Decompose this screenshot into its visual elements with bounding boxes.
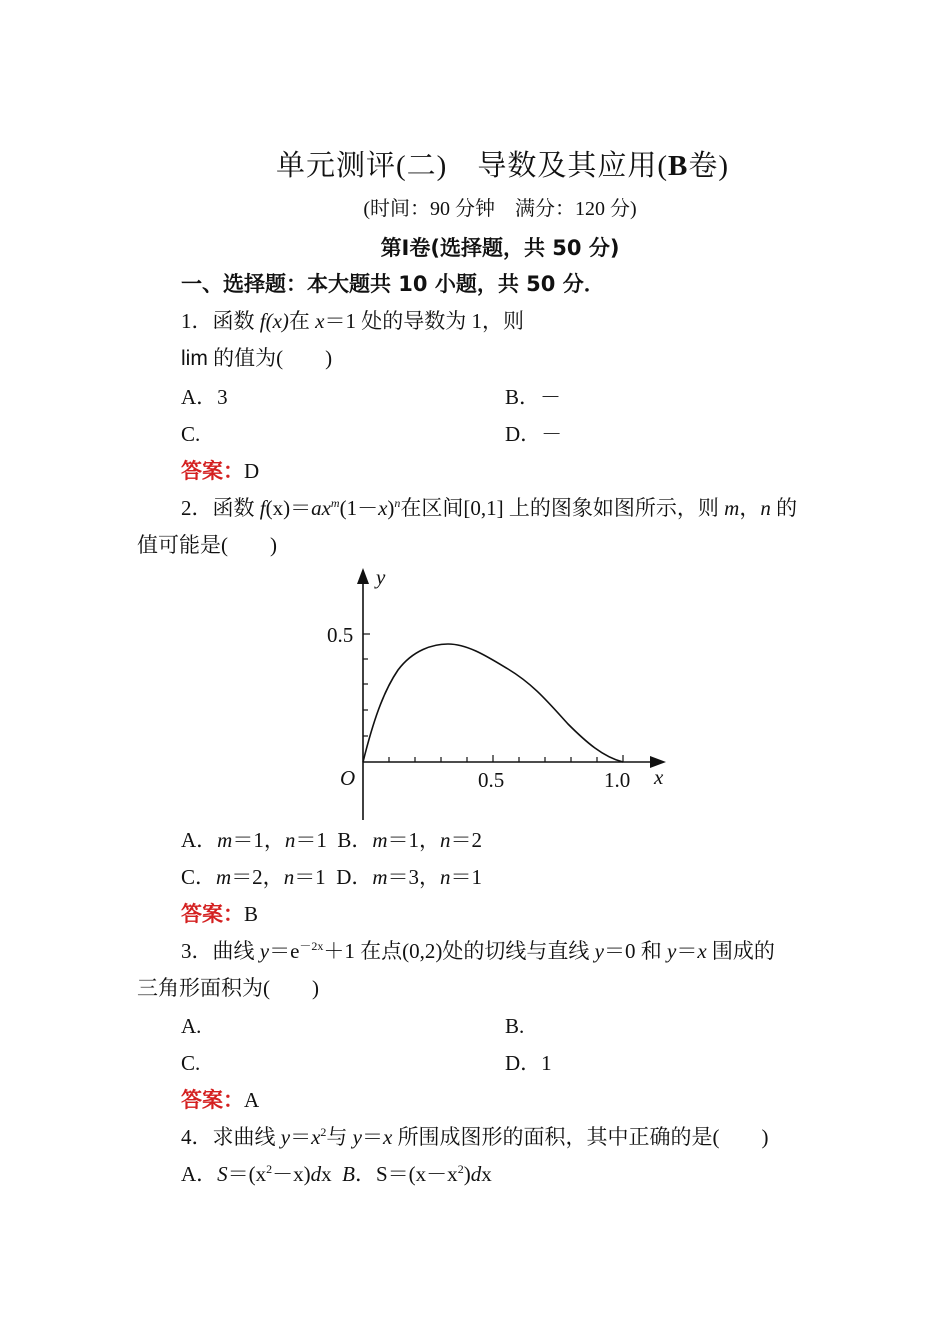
- q2-text: 在区间[0,1] 上的图象如图所示，则: [400, 496, 725, 520]
- q4-stem: [181, 1123, 769, 1151]
- q4-a-square: 2: [266, 1162, 273, 1176]
- q4-options: [181, 1160, 492, 1188]
- title-bold: B: [667, 150, 689, 182]
- q4-eq2: ＝: [361, 1125, 383, 1149]
- x-tick-label-mid: 0.5: [478, 768, 505, 792]
- q2-option-b: B．: [337, 828, 373, 852]
- q4-x: x: [311, 1125, 321, 1149]
- q3-y: y: [259, 939, 270, 963]
- function-curve: [363, 644, 623, 762]
- q3-answer-label: 答案：: [181, 1088, 244, 1112]
- q2-answer-label: 答案：: [181, 902, 244, 926]
- q2-a-n: n: [284, 828, 296, 852]
- q1-var: x: [315, 309, 325, 333]
- q3-text3: ＝: [676, 939, 698, 963]
- q2-comma: ，: [739, 496, 761, 520]
- q4-a-x: x: [321, 1162, 332, 1186]
- q2-n: n: [760, 496, 771, 520]
- q4-b-square: 2: [457, 1162, 464, 1176]
- q3-option-c: C.: [181, 1051, 201, 1075]
- q2-answer-value: B: [244, 902, 259, 926]
- q2-end: 的: [770, 496, 798, 520]
- q4-b-rest: ．S＝(x－x: [355, 1162, 458, 1186]
- q1-num: 1．函数: [181, 309, 260, 333]
- q2-c-v2: ＝1: [294, 865, 326, 889]
- q3-answer: [181, 1086, 259, 1114]
- q1-option-a: A．3: [181, 385, 228, 409]
- q4-a-d: d: [310, 1162, 322, 1186]
- y-ticks: [363, 634, 370, 736]
- q4-option-a: A．: [181, 1162, 218, 1186]
- q2-mid: (1－: [339, 496, 379, 520]
- x-axis-label: x: [654, 765, 664, 789]
- q2-d-v1: ＝3，: [387, 865, 441, 889]
- y-axis-arrow-icon: [357, 568, 369, 584]
- q4-b-d: d: [470, 1162, 482, 1186]
- q2-b-v2: ＝2: [450, 828, 483, 852]
- q3-eq: ＝e: [269, 939, 300, 963]
- q2-func: f: [259, 496, 266, 520]
- q2-d-v2: ＝1: [450, 865, 483, 889]
- q4-num: 4．求曲线: [181, 1125, 281, 1149]
- q2-ax: ax: [311, 496, 331, 520]
- title-text-end: 卷): [688, 150, 729, 182]
- q3-answer-value: A: [244, 1088, 260, 1112]
- q4-text: 所围成图形的面积，其中正确的是( ): [392, 1125, 769, 1149]
- q2-num: 2．函数: [181, 496, 260, 520]
- q1-text: 在: [288, 309, 316, 333]
- title-text: 单元测评(二) 导数及其应用(: [276, 150, 668, 182]
- q3-stem: [181, 937, 775, 965]
- q4-a-eq: ＝(x: [227, 1162, 267, 1186]
- q2-exp-n: n: [394, 496, 401, 510]
- q1-text-end: ＝1 处的导数为 1，则: [324, 309, 524, 333]
- q1-answer: [181, 457, 259, 485]
- q1-answer-label: 答案：: [181, 459, 244, 483]
- q4-y2: y: [352, 1125, 362, 1149]
- origin-label: O: [340, 766, 356, 790]
- q2-stem-line2: 值可能是( ): [137, 533, 277, 557]
- q4-b-x: x: [481, 1162, 492, 1186]
- q3-y3: y: [667, 939, 677, 963]
- q1-option-b: B．－: [505, 385, 562, 409]
- q1-lim: lim: [181, 347, 208, 370]
- q2-c-n: n: [283, 865, 295, 889]
- q2-option-d: D．: [336, 865, 373, 889]
- q1-stem: [181, 307, 524, 335]
- q2-b-v1: ＝1，: [387, 828, 441, 852]
- q2-b-n: n: [440, 828, 451, 852]
- q4-b-close: ): [463, 1162, 471, 1186]
- page-title: [0, 148, 950, 184]
- q2-answer: [181, 900, 258, 928]
- x-tick-label-end: 1.0: [604, 768, 631, 792]
- q4-square: 2: [320, 1125, 327, 1139]
- q2-x: x: [378, 496, 388, 520]
- q1-text-value: 的值为( ): [207, 346, 333, 370]
- q2-options-ab: [181, 826, 482, 854]
- q4-eq: ＝: [290, 1125, 312, 1149]
- q4-a-S: S: [217, 1162, 228, 1186]
- q1-stem-line2: [181, 344, 332, 373]
- x-ticks: [389, 755, 623, 762]
- q2-a-v2: ＝1: [295, 828, 327, 852]
- q3-stem-line2: 三角形面积为( ): [137, 976, 319, 1000]
- exam-info: (时间：90 分钟 满分：120 分): [363, 198, 637, 220]
- q3-text2: ＝0 和: [604, 939, 667, 963]
- q2-eq: ＝: [290, 496, 312, 520]
- q3-text: ＋1 在点(0,2)处的切线与直线: [323, 939, 595, 963]
- q2-stem: [181, 494, 797, 522]
- q4-x2: x: [382, 1125, 393, 1149]
- q3-num: 3．曲线: [181, 939, 260, 963]
- q3-option-d: D．1: [505, 1051, 552, 1075]
- q2-exp-m: m: [330, 496, 340, 510]
- q3-option-b: B.: [505, 1014, 525, 1038]
- y-tick-label: 0.5: [327, 623, 354, 647]
- q2-c-m: m: [216, 865, 232, 889]
- q1-answer-value: D: [244, 459, 260, 483]
- q2-d-m: m: [372, 865, 388, 889]
- q3-x: x: [697, 939, 707, 963]
- q1-option-d: D．－: [505, 422, 563, 446]
- q2-m: m: [724, 496, 740, 520]
- section-heading: 第Ⅰ卷(选择题，共 50 分): [380, 236, 620, 260]
- q2-d-n: n: [440, 865, 451, 889]
- q1-option-c: C.: [181, 422, 201, 446]
- q2-close: ): [387, 496, 395, 520]
- q2-arg: (x): [265, 496, 291, 520]
- q2-a-v1: ＝1，: [232, 828, 285, 852]
- instructions: 一、选择题：本大题共 10 小题，共 50 分．: [181, 272, 605, 296]
- q3-y2: y: [594, 939, 604, 963]
- q2-option-a: A．: [181, 828, 218, 852]
- q2-a-m: m: [217, 828, 233, 852]
- q3-exponent: －2x: [299, 939, 324, 953]
- y-axis-label: y: [376, 565, 386, 589]
- q2-option-c: C．: [181, 865, 217, 889]
- q4-option-b: B: [342, 1162, 355, 1186]
- function-graph: [318, 562, 678, 824]
- q2-options-cd: [181, 863, 482, 891]
- q1-func: f(x): [259, 309, 289, 333]
- q4-mid: 与: [326, 1125, 353, 1149]
- q3-option-a: A.: [181, 1014, 202, 1038]
- q2-c-v1: ＝2，: [231, 865, 284, 889]
- q2-b-m: m: [372, 828, 388, 852]
- q3-text4: 围成的: [706, 939, 775, 963]
- q4-a-rest: －x): [272, 1162, 311, 1186]
- q4-y: y: [280, 1125, 291, 1149]
